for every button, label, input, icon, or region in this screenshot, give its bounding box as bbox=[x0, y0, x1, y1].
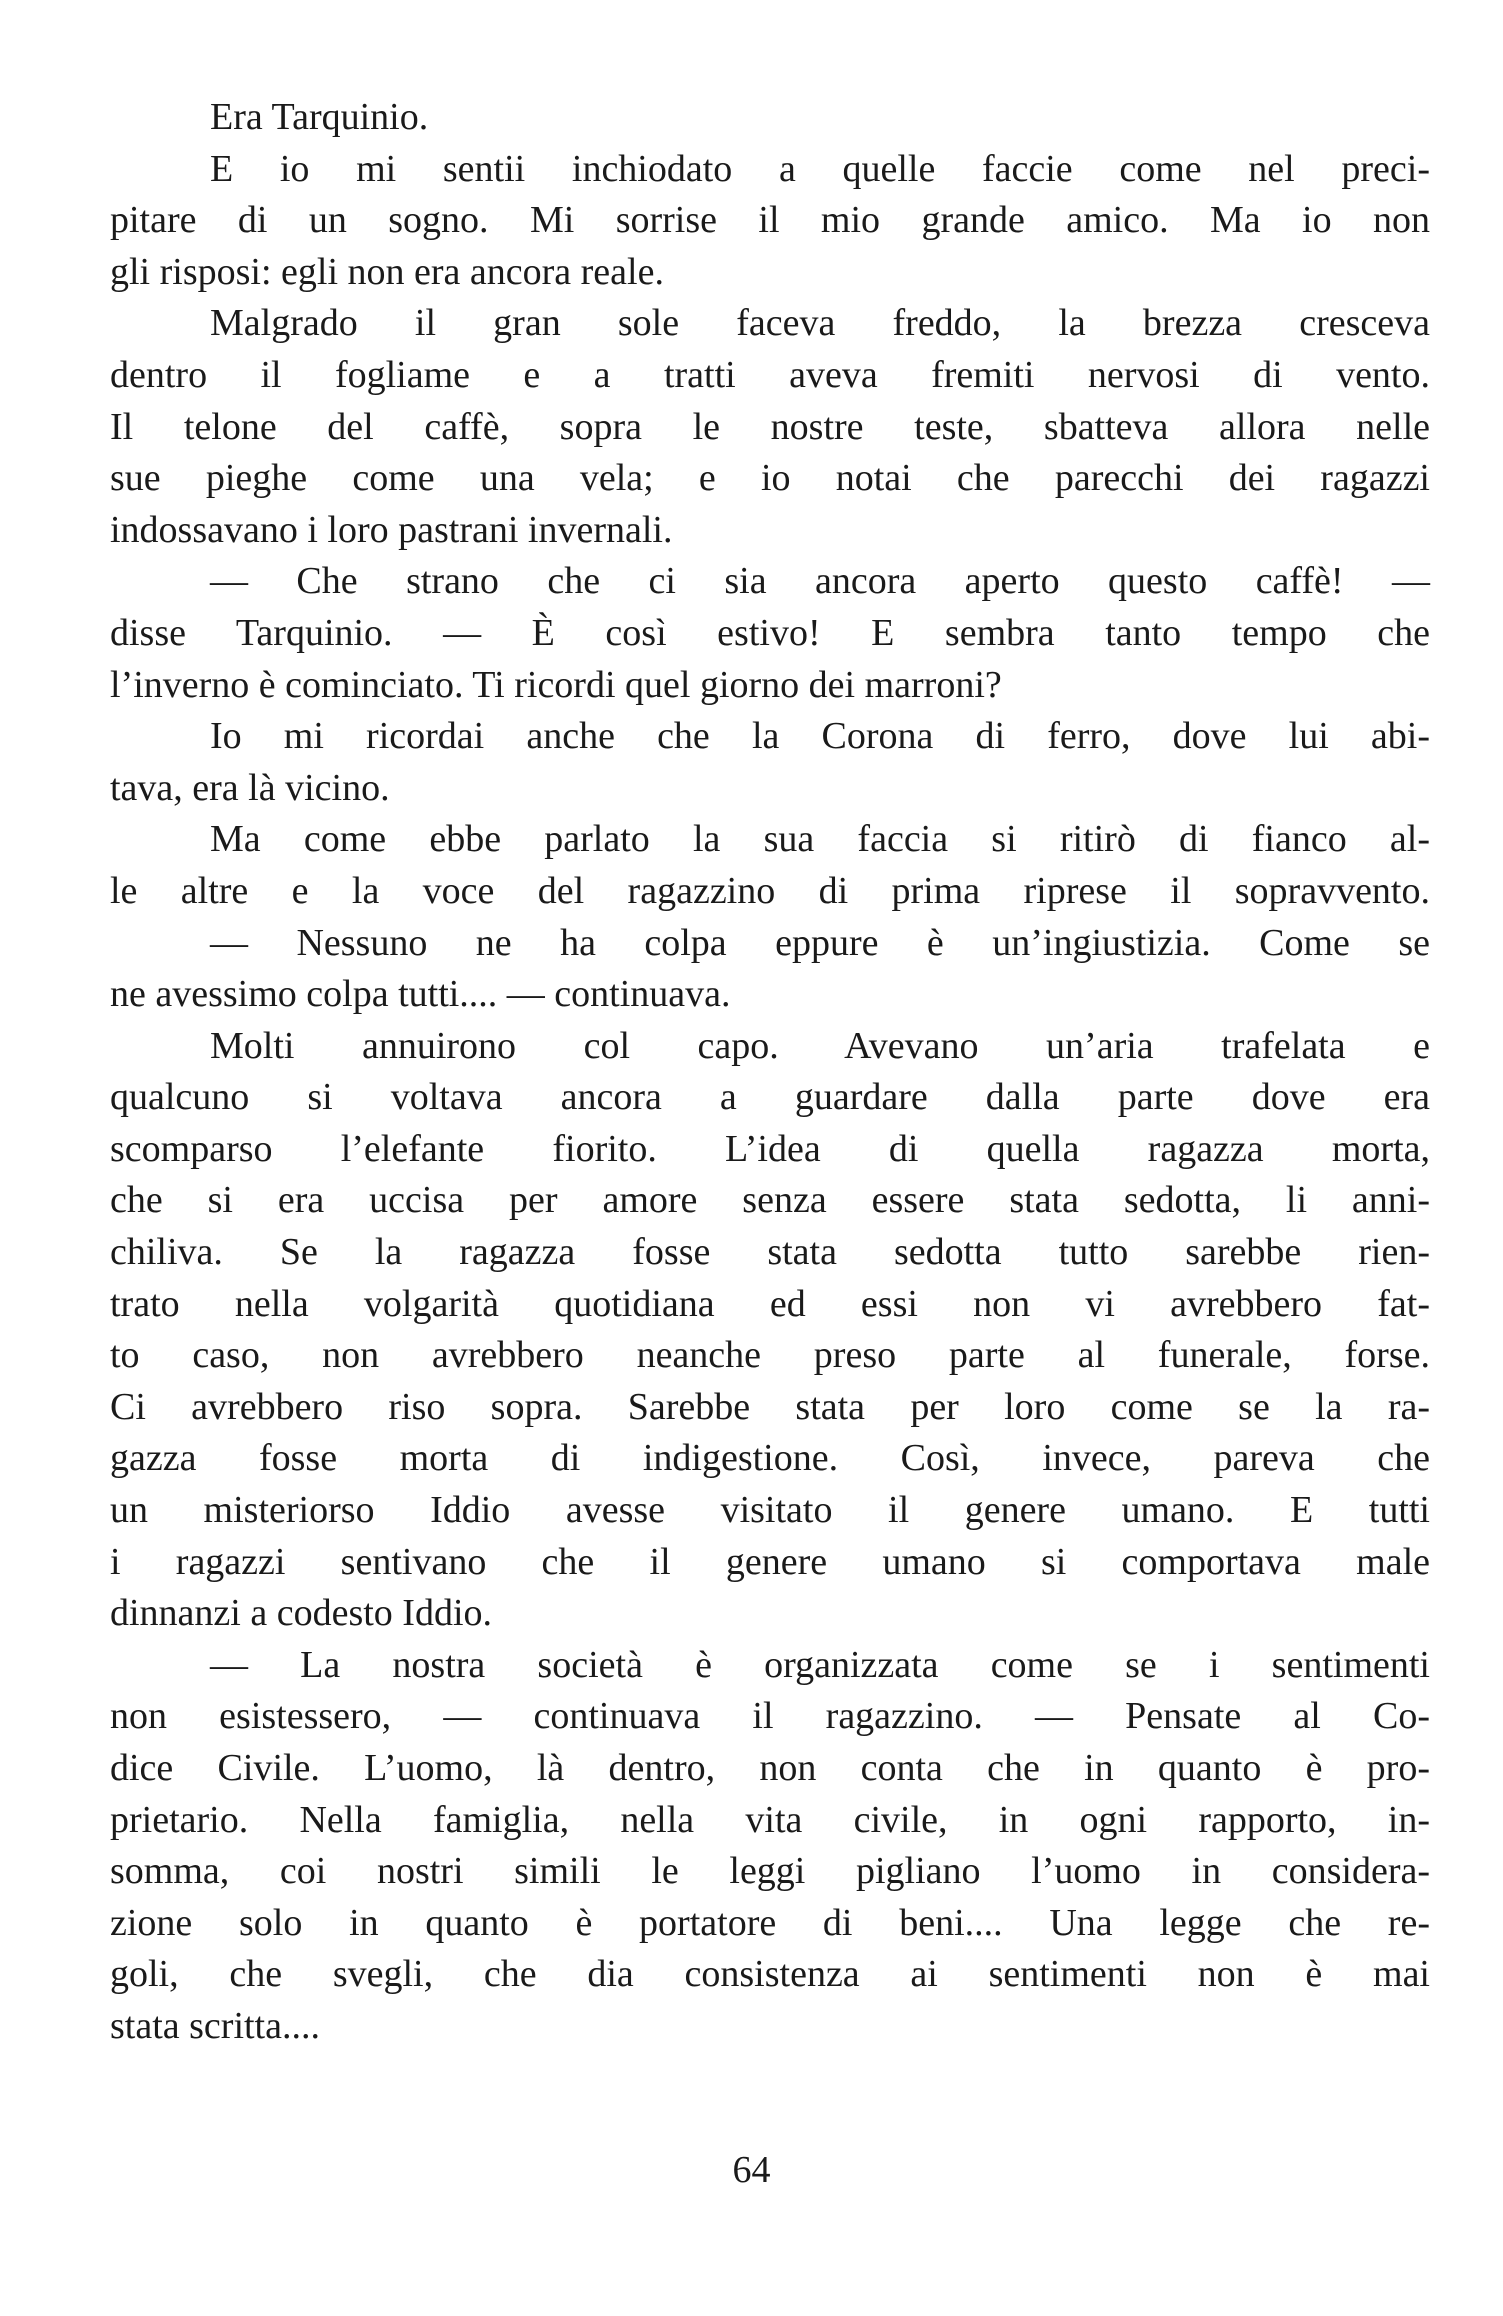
text-line: pitare di un sogno. Mi sorrise il mio grande amico. Ma io non bbox=[110, 199, 1430, 242]
text-line: dinnanzi a codesto Iddio. bbox=[110, 1592, 493, 1635]
text-line: che si era uccisa per amore senza essere stata sedotta, li anni- bbox=[110, 1179, 1430, 1222]
text-line: — Che strano che ci sia ancora aperto questo caffè! — bbox=[210, 560, 1430, 603]
text-line: tava, era là vicino. bbox=[110, 766, 390, 809]
text-line: le altre e la voce del ragazzino di prima riprese il sopravvento. bbox=[110, 869, 1430, 912]
text-line: Era Tarquinio. bbox=[210, 96, 429, 138]
text-line: zione solo in quanto è portatore di beni.... Una legge che re- bbox=[110, 1901, 1430, 1944]
text-line: Malgrado il gran sole faceva freddo, la brezza cresceva bbox=[210, 302, 1430, 345]
text-line: l’inverno è cominciato. Ti ricordi quel giorno dei marroni? bbox=[110, 663, 1002, 706]
text-line: prietario. Nella famiglia, nella vita civile, in ogni rapporto, in- bbox=[110, 1798, 1430, 1841]
text-line: qualcuno si voltava ancora a guardare dalla parte dove era bbox=[110, 1076, 1430, 1119]
text-line: non esistessero, — continuava il ragazzino. — Pensate al Co- bbox=[110, 1695, 1430, 1738]
text-line: stata scritta.... bbox=[110, 2004, 320, 2047]
text-line: — La nostra società è organizzata come se i sentimenti bbox=[210, 1643, 1430, 1686]
text-line: gli risposi: egli non era ancora reale. bbox=[110, 250, 664, 293]
text-line: trato nella volgarità quotidiana ed essi non vi avrebbero fat- bbox=[110, 1282, 1430, 1325]
text-line: Molti annuirono col capo. Avevano un’aria trafelata e bbox=[210, 1024, 1430, 1067]
text-line: dice Civile. L’uomo, là dentro, non conta che in quanto è pro- bbox=[110, 1747, 1430, 1789]
page-number: 64 bbox=[732, 2149, 771, 2191]
text-line: to caso, non avrebbero neanche preso parte al funerale, forse. bbox=[110, 1334, 1430, 1377]
text-line: dentro il fogliame e a tratti aveva fremiti nervosi di vento. bbox=[110, 353, 1430, 396]
text-line: goli, che svegli, che dia consistenza ai sentimenti non è mai bbox=[110, 1953, 1430, 1996]
text-line: Io mi ricordai anche che la Corona di ferro, dove lui abi- bbox=[210, 715, 1430, 758]
text-line: chiliva. Se la ragazza fosse stata sedotta tutto sarebbe rien- bbox=[110, 1231, 1430, 1274]
text-line: indossavano i loro pastrani invernali. bbox=[110, 508, 673, 551]
text-line: disse Tarquinio. — È così estivo! E sembra tanto tempo che bbox=[110, 611, 1430, 654]
text-line: Il telone del caffè, sopra le nostre teste, sbatteva allora nelle bbox=[110, 405, 1430, 448]
text-line: ne avessimo colpa tutti.... — continuava. bbox=[110, 973, 731, 1016]
text-line: somma, coi nostri simili le leggi pigliano l’uomo in considera- bbox=[110, 1850, 1430, 1893]
text-line: Ci avrebbero riso sopra. Sarebbe stata per loro come se la ra- bbox=[110, 1385, 1430, 1428]
text-line: Ma come ebbe parlato la sua faccia si ritirò di fianco al- bbox=[210, 818, 1430, 861]
text-line: scomparso l’elefante fiorito. L’idea di quella ragazza morta, bbox=[110, 1127, 1430, 1170]
text-line: gazza fosse morta di indigestione. Così, invece, pareva che bbox=[110, 1437, 1430, 1480]
text-line: i ragazzi sentivano che il genere umano si comportava male bbox=[110, 1540, 1430, 1583]
text-line: E io mi sentii inchiodato a quelle faccie come nel preci- bbox=[210, 147, 1430, 190]
page-body bbox=[110, 92, 1430, 2053]
text-line: un misteriorso Iddio avesse visitato il genere umano. E tutti bbox=[110, 1489, 1430, 1532]
text-line: sue pieghe come una vela; e io notai che parecchi dei ragazzi bbox=[110, 457, 1430, 500]
text-line: — Nessuno ne ha colpa eppure è un’ingiustizia. Come se bbox=[210, 921, 1430, 964]
